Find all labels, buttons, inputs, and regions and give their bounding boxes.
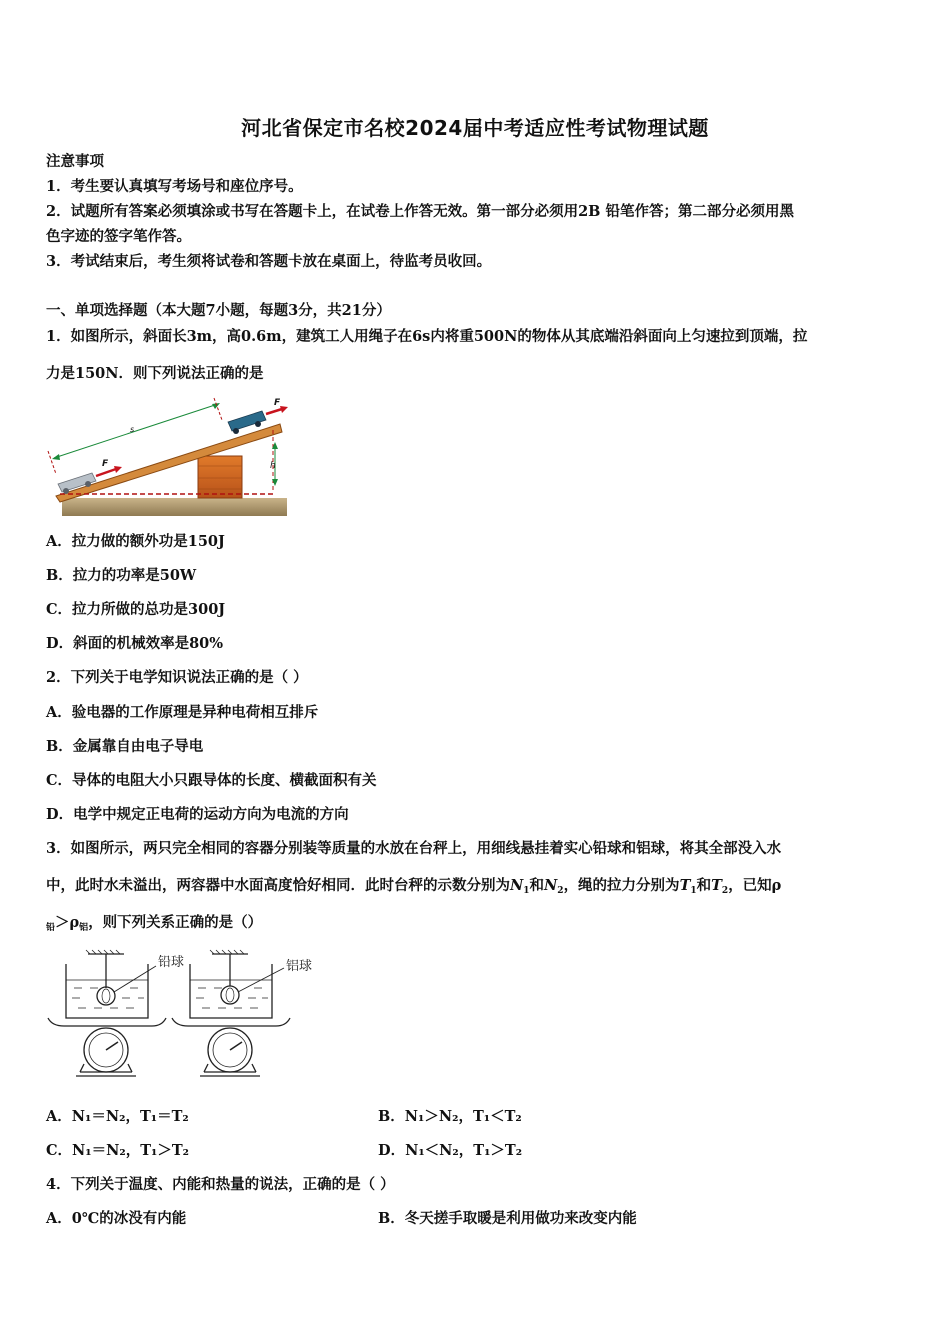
question-2-stem: 2．下列关于电学知识说法正确的是（ ） — [46, 669, 308, 686]
label-h: h — [270, 461, 276, 471]
q2-option-d: D．电学中规定正电荷的运动方向为电流的方向 — [46, 806, 349, 823]
incline-figure — [44, 396, 292, 522]
notice-heading: 注意事项 — [46, 153, 104, 170]
q1-option-b: B．拉力的功率是50W — [46, 567, 197, 584]
q2-option-a: A．验电器的工作原理是异种电荷相互排斥 — [46, 704, 319, 721]
section-heading: 一、单项选择题（本大题7小题，每题3分，共21分） — [46, 302, 391, 319]
q3-option-c: C．N₁＝N₂，T₁＞T₂ — [46, 1142, 190, 1159]
q1-option-a: A．拉力做的额外功是150J — [46, 533, 225, 550]
q3-option-a: A．N₁＝N₂，T₁＝T₂ — [46, 1108, 189, 1125]
q4-option-b: B．冬天搓手取暖是利用做功来改变内能 — [378, 1210, 637, 1227]
question-3-stem-cont2: $_铅>\rho_铝$，则下列关系正确的是（） — [46, 914, 263, 933]
q3-option-d: D．N₁＜N₂，T₁＞T₂ — [378, 1142, 523, 1159]
label-F-top: F — [274, 398, 281, 408]
notice-item: 色字迹的签字笔作答。 — [46, 228, 191, 245]
notice-item: 2．试题所有答案必须填涂或书写在答题卡上，在试卷上作答无效。第一部分必须用2B 铅笔作答；第二部分必须用黑 — [46, 203, 794, 220]
page-title: 河北省保定市名校2024届中考适应性考试物理试题 — [241, 116, 709, 140]
ground-block — [62, 498, 287, 516]
label-aluminum-ball: 铝球 — [286, 959, 313, 974]
question-3-stem-cont: 中，此时水未溢出，两容器中水面高度恰好相同．此时台秤的示数分别为$N_1$和$N_2$，绳的拉力分别为$T_1$和$T_2$，已知ρ — [46, 877, 782, 896]
scales-figure — [44, 948, 334, 1078]
notice-item: 1．考生要认真填写考场号和座位序号。 — [46, 178, 303, 195]
q3-option-b: B．N₁＞N₂，T₁＜T₂ — [378, 1108, 522, 1125]
q2-option-c: C．导体的电阻大小只跟导体的长度、横截面积有关 — [46, 772, 377, 789]
question-1-stem-cont: 力是150N．则下列说法正确的是 — [46, 365, 264, 382]
q1-option-c: C．拉力所做的总功是300J — [46, 601, 226, 618]
label-F-bottom: F — [102, 459, 109, 469]
question-1-stem: 1．如图所示，斜面长3m，高0.6m，建筑工人用绳子在6s内将重500N的物体从其底端沿斜面向上匀速拉到顶端，拉 — [46, 328, 808, 345]
support-block — [198, 456, 242, 498]
question-4-stem: 4．下列关于温度、内能和热量的说法，正确的是（ ） — [46, 1176, 395, 1193]
label-lead-ball: 铅球 — [158, 955, 185, 970]
q1-option-d: D．斜面的机械效率是80% — [46, 635, 224, 652]
label-s: s — [130, 425, 135, 434]
incline-plank — [56, 424, 282, 502]
q2-option-b: B．金属靠自由电子导电 — [46, 738, 204, 755]
right-setup — [172, 950, 290, 1076]
notice-item: 3．考试结束后，考生须将试卷和答题卡放在桌面上，待监考员收回。 — [46, 253, 492, 270]
left-setup — [48, 950, 166, 1076]
question-3-stem: 3．如图所示，两只完全相同的容器分别装等质量的水放在台秤上，用细线悬挂着实心铅球和铝球，将其全部没入水 — [46, 840, 782, 857]
q4-option-a: A．0℃的冰没有内能 — [46, 1210, 187, 1227]
